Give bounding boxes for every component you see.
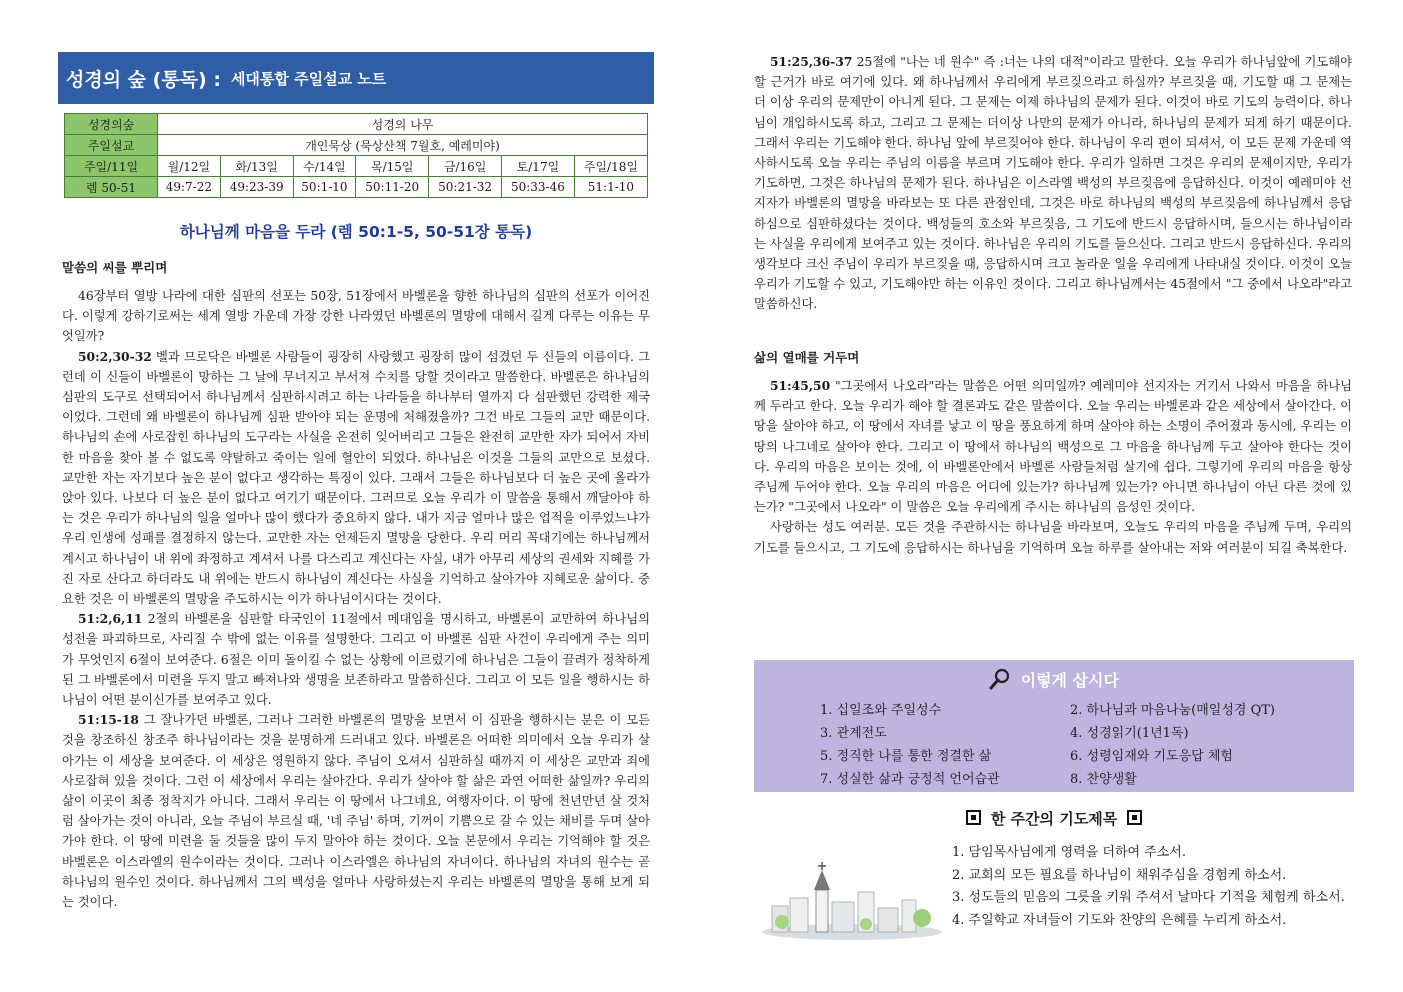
prayer-title-text: 한 주간의 기도제목 [990, 810, 1118, 828]
table-cell: 수/14일 [293, 156, 356, 177]
magnifier-icon [989, 668, 1011, 690]
table-cell: 금/16일 [429, 156, 502, 177]
sermon-body-right [754, 52, 1352, 315]
table-cell: 51:1-10 [574, 177, 647, 198]
sermon-body-left [62, 286, 650, 912]
paragraph-text: 25절에 "나는 네 원수" 즉 :너는 나의 대적"이라고 말한다. 오늘 우리가 하나님앞에 기도해야 할 근거가 바로 여기에 있다. 왜 하나님께서 우리에게 부르짖으라고 하실까? 부르짖을 때, 기도할 때 그 문제는 더 이상 우리의 문제만이 아니게 된다. 그 문제는 이제 하나님의 문제가 된다. 이것이 바로 기도의 능력이다. 하나님이 개입하시도록 하고, 그리고 그 문제는 더이상 나만의 문제가 아니라, 하나님의 문제가 되게 하기 때문이다. 그래서 우리는 기도해야 한다. 하나님 앞에 부르짖어야 한다. 하나님이 우리 편이 되셔서, 이 모든 문제 가운데 역사하시도록 오늘 우리는 주님의 이름을 부르며 기도해야 한다. 우리가 일하면 그것은 우리의 문제이지만, 우리가 기도하면, 그것은 하나님의 문제가 된다. 하나님은 이스라엘 백성의 부르짖음에 응답하신다. 이것이 예레미야 선지자가 바벨론의 멸망을 바라보는 또 다른 관점인데, 그것은 바로 하나님의 백성의 부르짖음에 하나님께서 응답하심으로 심판하셨다는 것이다. 백성들의 호소와 부르짖음, 그 기도에 반드시 응답하시며, 들으시는 하나님이라는 사실을 우리에게 보여주고 있는 것이다. 하나님은 우리의 기도를 들으신다. 그리고 반드시 응답하신다. 우리의 생각보다 크신 주님이 우리가 부르짖을 때, 응답하시며 크고 놀라운 일을 우리에게 나타내실 것이다. 이것이 오늘 우리가 기도할 수 있고, 기도해야만 하는 이유인 것이다. 그리고 하나님께서는 45절에서 "그 중에서 나오라"라고 말씀하신다. [754, 55, 1353, 312]
table-cell: 월/12일 [158, 156, 221, 177]
paragraph-text: 벨과 므로닥은 바벨론 사람들이 굉장히 사랑했고 굉장히 많이 섬겼던 두 신들의 이름이다. 그런데 이 신들이 바벨론이 망하는 그 날에 무너지고 부서져 수치를 당할 것이라고 말씀한다. 바벨론은 하나님의 심판의 도구로 선택되어서 하나님께서 심판하시려고 하는 나라들을 하나부터 열까지 다 심판했던 강력한 제국이었다. 그런데 왜 바벨론이 하나님께 심판 받아야 되는 운명에 처해졌을까? 그건 바로 그들의 교만 때문이다. 하나님의 손에 사로잡힌 하나님의 도구라는 사실을 온전히 잊어버리고 그들은 완전히 교만한 자가 되어서 자비한 마음을 찾아 볼 수 없도록 약탈하고 죽이는 일에 혈안이 되었다. 하나님은 이것을 그들의 교만으로 보셨다. 교만한 자는 자기보다 높은 분이 없다고 생각하는 특징이 있다. 그래서 그들은 하나님보다 더 높은 곳에 올라가 앉아 있다. 나보다 더 높은 분이 없다고 여기기 때문이다. 그러므로 오늘 우리가 이 말씀을 통해서 깨달아야 하는 것은 우리가 하나님의 일을 얼마나 많이 했다가 중요하지 않다. 내가 지금 얼마나 많은 업적을 이루었느냐가 우리 인생에 성패를 결정하지 않는다. 교만한 자는 언제든지 멸망을 당한다. 우리 머리 꼭대기에는 하나님께서 계시고 하나님이 내 위에 좌정하고 계셔서 나를 다스리고 계신다는 사실, 내가 아무리 세상의 권세와 지혜를 가진 자로 산다고 하더라도 내 위에는 반드시 하나님이 계신다는 사실을 기억하고 살아가야 지혜로운 삶이다. 중요한 것은 이 바벨론의 멸망을 주도하시는 이가 하나님이시다는 것이다. [62, 349, 650, 607]
table-row [65, 135, 648, 156]
table-cell: 50:11-20 [356, 177, 429, 198]
table-row [65, 114, 648, 135]
table-cell: 50:33-46 [502, 177, 575, 198]
table-cell: 렘 50-51 [65, 177, 158, 198]
list-item: 4. 성경읽기(1년1독) [1070, 726, 1189, 741]
paragraph [62, 609, 650, 710]
prayer-title [754, 808, 1354, 829]
square-bullet-icon [966, 810, 981, 825]
list-item: 1. 담임목사님에게 영력을 더하여 주소서. [952, 845, 1186, 860]
live-box [754, 660, 1354, 792]
list-item: 2. 하나님과 마음나눔(매일성경 QT) [1070, 703, 1275, 718]
banner-title: 성경의 숲 (통독) : [66, 68, 221, 91]
live-list [820, 700, 1340, 790]
verse-ref: 50:2,30-32 [78, 348, 152, 364]
list-item: 6. 성령임재와 기도응답 체험 [1070, 749, 1233, 764]
reading-schedule-table [64, 113, 648, 198]
paragraph-text: 2절의 바벨론을 심판할 타국인이 11절에서 메대임을 명시하고, 바벨론이 교만하여 하나님의 성전을 파괴하므로, 사리질 수 밖에 없는 이유를 설명한다. 그리고 이 바벨론 심판 사건이 우리에게 주는 의미가 무엇인지 6절이 보여준다. 6절은 이미 돌이킬 수 없는 상황에 이르렀기에 하나님은 그들이 끌려가 정착하게 된 그 바벨론에서 미련을 두지 말고 빠져나와 생명을 보존하라고 말씀하신다. 그리고 이 모든 일을 행하시는 하나님이 어떤 분이신가를 보여주고 있다. [62, 612, 650, 708]
table-cell: 주일설교 [65, 135, 158, 156]
paragraph-text: 사랑하는 성도 여러분. 모든 것을 주관하시는 하나님을 바라보며, 오늘도 우리의 마음을 주님께 두며, 우리의 기도를 들으시고, 그 기도에 응답하시는 하나님을 기억하며 오늘 하루를 살아내는 저와 여러분이 되길 축복한다. [754, 520, 1352, 555]
list-item: 3. 관계전도 [820, 726, 887, 741]
table-cell: 49:23-39 [220, 177, 293, 198]
table-cell: 50:21-32 [429, 177, 502, 198]
paragraph-text: 46장부터 열방 나라에 대한 심판의 선포는 50장, 51장에서 바벨론을 향한 하나님의 심판의 선포가 이어진다. 이렇게 강하기로써는 세계 열방 가운데 가장 강한 나라였던 바벨론의 멸망에 대해서 길게 다루는 이유는 무엇일까? [62, 289, 650, 344]
list-item: 4. 주일학교 자녀들이 기도와 찬양의 은혜를 누리게 하소서. [952, 912, 1287, 928]
table-row [65, 156, 648, 177]
table-cell: 성경의 나무 [158, 114, 648, 135]
table-cell: 토/17일 [502, 156, 575, 177]
verse-ref: 51:45,50 [770, 378, 831, 393]
live-title [754, 668, 1354, 691]
list-item: 8. 찬양생활 [1070, 772, 1137, 787]
paragraph [754, 517, 1352, 557]
section-heading: 삶의 열매를 거두며 [754, 350, 860, 365]
list-item: 3. 성도들의 믿음의 그릇을 키워 주셔서 날마다 기적을 체험케 하소서. [952, 890, 1345, 905]
banner-subtitle: 세대통합 주일설교 노트 [230, 69, 387, 88]
paragraph [754, 376, 1352, 517]
table-cell: 성경의숲 [65, 114, 158, 135]
verse-ref: 51:15-18 [78, 712, 139, 728]
table-cell: 50:1-10 [293, 177, 356, 198]
title-banner [58, 52, 654, 104]
square-bullet-icon [1127, 810, 1142, 825]
section-heading: 말씀의 씨를 뿌리며 [62, 260, 168, 275]
list-item: 2. 교회의 모든 필요를 하나님이 채워주심을 경험케 하소서. [952, 867, 1287, 883]
live-title-text: 이렇게 삽시다 [1020, 671, 1119, 690]
table-cell: 화/13일 [220, 156, 293, 177]
paragraph [62, 286, 650, 347]
sermon-title: 하나님께 마음을 두라 (렘 50:1-5, 50-51장 통독) [179, 223, 533, 241]
church-town-illustration [762, 862, 942, 940]
sermon-conclusion [754, 376, 1352, 558]
paragraph-text: "그곳에서 나오라"라는 말씀은 어떤 의미일까? 예레미야 선지자는 거기서 나와서 마음을 하나님께 두라고 한다. 오늘 우리가 해야 할 결론과도 같은 말씀이다. 오늘 우리는 바벨론과 같은 세상에서 살아간다. 이 땅을 살아야 하고, 이 땅에서 자녀를 낳고 이 땅을 풍요하게 하며 살아야 하는 소명이 주어졌과 동시에, 우리는 이 땅의 나그네로 살아야 한다. 그리고 이 땅에서 하나님의 백성으로 그 마음을 하나님께 두고 살아야 한다는 것이다. 우리의 마음은 보이는 것에, 이 바벨론안에서 바벨론 사람들처럼 살기에 쉽다. 그렇기에 우리의 마음을 항상 주님께 두어야 한다. 오늘 우리의 마음은 어디에 있는가? 하나님께 있는가? 아니면 하나님이 아닌 다른 것에 있는가? "그곳에서 나오라" 이 말씀은 오늘 우리에게 주시는 하나님의 음성인 것이다. [754, 379, 1352, 515]
paragraph [754, 52, 1352, 315]
table-cell: 목/15일 [356, 156, 429, 177]
list-item: 7. 성실한 삶과 긍정적 언어습관 [820, 772, 1000, 787]
table-cell: 주일/18일 [574, 156, 647, 177]
table-cell: 개인묵상 (묵상산책 7월호, 예레미야) [158, 135, 648, 156]
table-row [65, 177, 648, 198]
prayer-list [952, 842, 1345, 932]
paragraph-text: 그 잘나가던 바벨론, 그러나 그러한 바벨론의 멸망을 보면서 이 심판을 행하시는 분은 이 모든 것을 창조하신 창조주 하나님이라는 것을 분명하게 드러내고 있다. 바벨론은 어떠한 의미에서 오늘 우리가 살아가는 이 세상을 보여준다. 이 세상은 영원하지 않다. 주님이 오셔서 심판하실 때까지 이 세상은 교만과 죄에 사로잡혀 있을 것이다. 그런 이 세상에서 우리는 살아간다. 우리가 살아야 할 삶은 과연 어떠한 삶일까? 우리의 삶이 이곳이 최종 정착지가 아니다. 그래서 우리는 이 땅에서 나그네요, 여행자이다. 이 땅에 천년만년 살 것처럼 살아가는 것이 아니라, 오늘 주님이 부르실 때, '네 주님' 하며, 기꺼이 기쁨으로 갈 수 있는 채비를 두며 살아가야 한다. 이 땅에 미련을 둘 것들을 많이 두지 말아야 하는 것이다. 오늘 본문에서 우리는 기억해야 할 것은 바벨론은 이스라엘의 원수이라는 것이다. 그러나 이스라엘은 하나님의 자녀이다. 하나님의 자녀의 원수는 곧 하나님의 원수인 것이다. 하나님께서 그의 백성을 얼마나 사랑하셨는지 우리는 바벨론의 멸망을 통해 보게 되는 것이다. [62, 713, 650, 910]
paragraph [62, 710, 650, 912]
verse-ref: 51:25,36-37 [770, 54, 853, 69]
verse-ref: 51:2,6,11 [78, 611, 143, 627]
table-cell: 주일/11일 [65, 156, 158, 177]
table-cell: 49:7-22 [158, 177, 221, 198]
list-item: 1. 십일조와 주일성수 [820, 703, 942, 718]
list-item: 5. 정직한 나를 통한 정결한 삶 [820, 749, 992, 764]
paragraph [62, 347, 650, 610]
